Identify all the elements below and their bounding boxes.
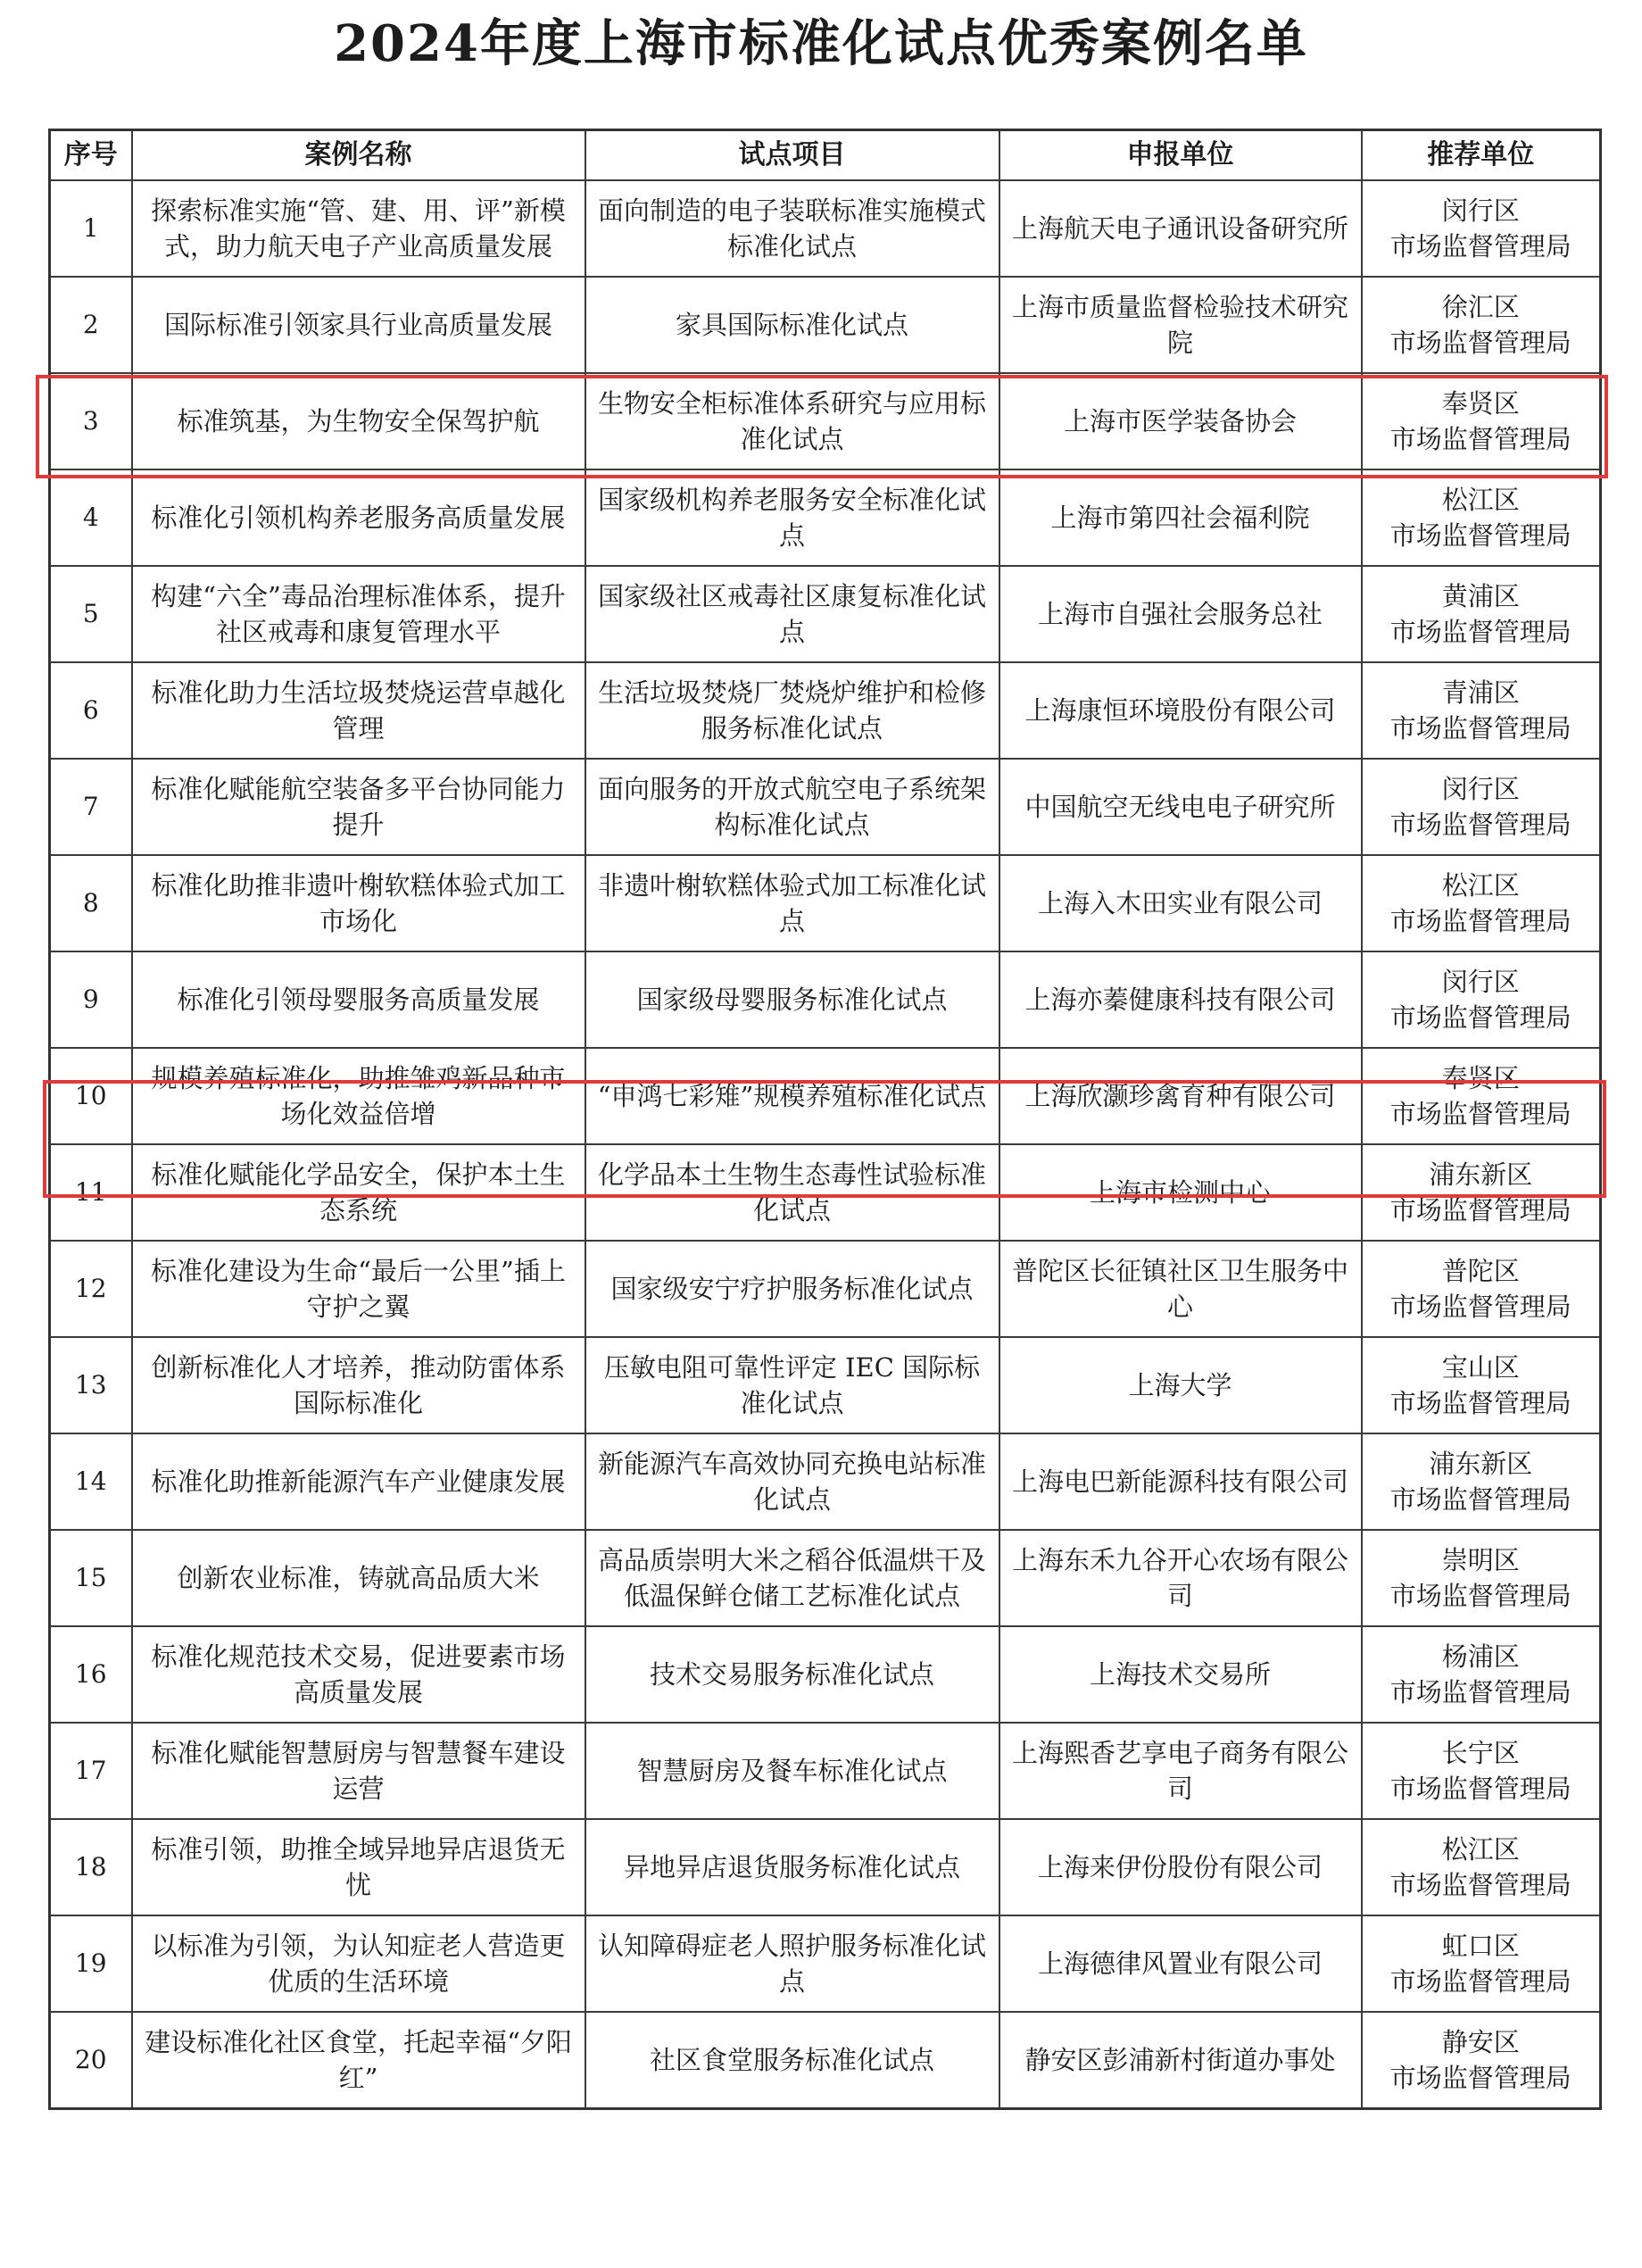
- case-name-cell: 探索标准实施“管、建、用、评”新模式，助力航天电子产业高质量发展: [132, 180, 585, 277]
- applicant-unit-cell: 上海技术交易所: [999, 1626, 1362, 1723]
- row-index: 5: [50, 566, 132, 662]
- recommender-cell: [1362, 180, 1601, 277]
- applicant-unit-cell: 上海亦蓁健康科技有限公司: [999, 951, 1362, 1048]
- recommender-bureau: 市场监督管理局: [1389, 1292, 1572, 1322]
- applicant-unit-cell: 上海入木田实业有限公司: [999, 855, 1362, 951]
- recommender-cell: [1362, 1048, 1601, 1144]
- table-header-row: [50, 130, 1601, 181]
- table-row: [50, 951, 1601, 1048]
- table-row: [50, 1723, 1601, 1819]
- row-index: 11: [50, 1144, 132, 1241]
- case-name-cell: 标准化助推非遗叶榭软糕体验式加工市场化: [132, 855, 585, 951]
- pilot-project-cell: 非遗叶榭软糕体验式加工标准化试点: [585, 855, 999, 951]
- table-row: [50, 2012, 1601, 2109]
- table-row: [50, 1433, 1601, 1530]
- recommender-district: 崇明区: [1441, 1545, 1520, 1575]
- header-applicant: 申报单位: [999, 130, 1362, 181]
- recommender-cell: [1362, 1530, 1601, 1626]
- table-row: [50, 662, 1601, 759]
- row-index: 7: [50, 759, 132, 855]
- row-index: 10: [50, 1048, 132, 1144]
- recommender-bureau: 市场监督管理局: [1389, 1002, 1572, 1033]
- row-index: 1: [50, 180, 132, 277]
- pilot-project-cell: 技术交易服务标准化试点: [585, 1626, 999, 1723]
- table-row: [50, 1048, 1601, 1144]
- recommender-cell: [1362, 1144, 1601, 1241]
- recommender-bureau: 市场监督管理局: [1389, 1388, 1572, 1418]
- recommender-district: 奉贤区: [1441, 1063, 1520, 1093]
- case-name-cell: 标准化赋能航空装备多平台协同能力提升: [132, 759, 585, 855]
- case-name-cell: 创新农业标准，铸就高品质大米: [132, 1530, 585, 1626]
- pilot-project-cell: 认知障碍症老人照护服务标准化试点: [585, 1915, 999, 2012]
- case-name-cell: 标准化赋能化学品安全，保护本土生态系统: [132, 1144, 585, 1241]
- recommender-district: 浦东新区: [1429, 1449, 1533, 1479]
- applicant-unit-cell: 上海大学: [999, 1337, 1362, 1433]
- case-name-cell: 标准化建设为生命“最后一公里”插上守护之翼: [132, 1241, 585, 1337]
- table-row: [50, 1530, 1601, 1626]
- row-index: 2: [50, 277, 132, 373]
- recommender-bureau: 市场监督管理局: [1389, 520, 1572, 551]
- recommender-district: 徐汇区: [1441, 292, 1520, 322]
- case-name-cell: 标准化引领母婴服务高质量发展: [132, 951, 585, 1048]
- row-index: 8: [50, 855, 132, 951]
- recommender-bureau: 市场监督管理局: [1389, 906, 1572, 936]
- pilot-project-cell: 社区食堂服务标准化试点: [585, 2012, 999, 2109]
- applicant-unit-cell: 上海德律风置业有限公司: [999, 1915, 1362, 2012]
- recommender-bureau: 市场监督管理局: [1389, 231, 1572, 262]
- pilot-project-cell: 生活垃圾焚烧厂焚烧炉维护和检修服务标准化试点: [585, 662, 999, 759]
- row-index: 17: [50, 1723, 132, 1819]
- pilot-project-cell: 压敏电阻可靠性评定 IEC 国际标准化试点: [585, 1337, 999, 1433]
- case-name-cell: 标准化规范技术交易，促进要素市场高质量发展: [132, 1626, 585, 1723]
- recommender-cell: [1362, 373, 1601, 469]
- recommender-bureau: 市场监督管理局: [1389, 617, 1572, 647]
- table-row: [50, 277, 1601, 373]
- recommender-cell: [1362, 1433, 1601, 1530]
- recommender-district: 闵行区: [1441, 774, 1520, 804]
- applicant-unit-cell: 上海市检测中心: [999, 1144, 1362, 1241]
- recommender-bureau: 市场监督管理局: [1389, 713, 1572, 744]
- recommender-cell: [1362, 1626, 1601, 1723]
- header-recommender: 推荐单位: [1362, 130, 1601, 181]
- recommender-cell: [1362, 1241, 1601, 1337]
- recommender-cell: [1362, 951, 1601, 1048]
- applicant-unit-cell: 上海熙香艺享电子商务有限公司: [999, 1723, 1362, 1819]
- applicant-unit-cell: 静安区彭浦新村街道办事处: [999, 2012, 1362, 2109]
- recommender-district: 宝山区: [1441, 1352, 1520, 1383]
- recommender-bureau: 市场监督管理局: [1389, 1966, 1572, 1997]
- recommender-bureau: 市场监督管理局: [1389, 1870, 1572, 1900]
- table-row: [50, 855, 1601, 951]
- pilot-project-cell: 面向服务的开放式航空电子系统架构标准化试点: [585, 759, 999, 855]
- case-name-cell: 标准筑基，为生物安全保驾护航: [132, 373, 585, 469]
- applicant-unit-cell: 上海东禾九谷开心农场有限公司: [999, 1530, 1362, 1626]
- table-row: [50, 1241, 1601, 1337]
- pilot-project-cell: 面向制造的电子装联标准实施模式标准化试点: [585, 180, 999, 277]
- table-row: [50, 1337, 1601, 1433]
- recommender-cell: [1362, 1337, 1601, 1433]
- pilot-project-cell: “申鸿七彩雉”规模养殖标准化试点: [585, 1048, 999, 1144]
- row-index: 16: [50, 1626, 132, 1723]
- case-name-cell: 国际标准引领家具行业高质量发展: [132, 277, 585, 373]
- pilot-project-cell: 新能源汽车高效协同充换电站标准化试点: [585, 1433, 999, 1530]
- recommender-cell: [1362, 1915, 1601, 2012]
- recommender-cell: [1362, 1819, 1601, 1915]
- page-title: 2024年度上海市标准化试点优秀案例名单: [334, 14, 1308, 73]
- row-index: 13: [50, 1337, 132, 1433]
- case-name-cell: 标准化引领机构养老服务高质量发展: [132, 469, 585, 566]
- recommender-bureau: 市场监督管理局: [1389, 1581, 1572, 1611]
- table-row: [50, 566, 1601, 662]
- recommender-district: 浦东新区: [1429, 1159, 1533, 1190]
- recommender-cell: [1362, 855, 1601, 951]
- recommender-district: 长宁区: [1441, 1738, 1520, 1768]
- recommender-cell: [1362, 2012, 1601, 2109]
- case-name-cell: 标准化赋能智慧厨房与智慧餐车建设运营: [132, 1723, 585, 1819]
- header-index: 序号: [50, 130, 132, 181]
- row-index: 19: [50, 1915, 132, 2012]
- table-row: [50, 1144, 1601, 1241]
- recommender-cell: [1362, 566, 1601, 662]
- row-index: 20: [50, 2012, 132, 2109]
- case-name-cell: 规模养殖标准化，助推雏鸡新品种市场化效益倍增: [132, 1048, 585, 1144]
- header-pilot-project: 试点项目: [585, 130, 999, 181]
- recommender-district: 闵行区: [1441, 195, 1520, 226]
- case-name-cell: 标准化助推新能源汽车产业健康发展: [132, 1433, 585, 1530]
- recommender-cell: [1362, 469, 1601, 566]
- table-row: [50, 1626, 1601, 1723]
- recommender-district: 青浦区: [1441, 677, 1520, 708]
- applicant-unit-cell: 普陀区长征镇社区卫生服务中心: [999, 1241, 1362, 1337]
- recommender-bureau: 市场监督管理局: [1389, 424, 1572, 454]
- pilot-project-cell: 高品质崇明大米之稻谷低温烘干及低温保鲜仓储工艺标准化试点: [585, 1530, 999, 1626]
- case-name-cell: 创新标准化人才培养，推动防雷体系国际标准化: [132, 1337, 585, 1433]
- row-index: 9: [50, 951, 132, 1048]
- pilot-project-cell: 国家级母婴服务标准化试点: [585, 951, 999, 1048]
- pilot-project-cell: 生物安全柜标准体系研究与应用标准化试点: [585, 373, 999, 469]
- applicant-unit-cell: 上海来伊份股份有限公司: [999, 1819, 1362, 1915]
- recommender-district: 杨浦区: [1441, 1641, 1520, 1672]
- recommender-district: 松江区: [1441, 1834, 1520, 1865]
- case-name-cell: 标准化助力生活垃圾焚烧运营卓越化管理: [132, 662, 585, 759]
- table-row: [50, 180, 1601, 277]
- recommender-bureau: 市场监督管理局: [1389, 1677, 1572, 1707]
- row-index: 6: [50, 662, 132, 759]
- recommender-district: 奉贤区: [1441, 388, 1520, 419]
- recommender-bureau: 市场监督管理局: [1389, 1774, 1572, 1804]
- row-index: 4: [50, 469, 132, 566]
- applicant-unit-cell: 上海康恒环境股份有限公司: [999, 662, 1362, 759]
- row-index: 12: [50, 1241, 132, 1337]
- applicant-unit-cell: 上海航天电子通讯设备研究所: [999, 180, 1362, 277]
- table-row: [50, 373, 1601, 469]
- applicant-unit-cell: 上海市医学装备协会: [999, 373, 1362, 469]
- recommender-bureau: 市场监督管理局: [1389, 810, 1572, 840]
- recommender-cell: [1362, 277, 1601, 373]
- recommender-district: 闵行区: [1441, 967, 1520, 997]
- pilot-project-cell: 家具国际标准化试点: [585, 277, 999, 373]
- case-list-table: [48, 129, 1602, 2110]
- table-row: [50, 469, 1601, 566]
- pilot-project-cell: 化学品本土生物生态毒性试验标准化试点: [585, 1144, 999, 1241]
- row-index: 15: [50, 1530, 132, 1626]
- recommender-district: 虹口区: [1441, 1931, 1520, 1961]
- applicant-unit-cell: 上海欣灏珍禽育种有限公司: [999, 1048, 1362, 1144]
- recommender-district: 松江区: [1441, 870, 1520, 901]
- recommender-district: 黄浦区: [1441, 581, 1520, 611]
- applicant-unit-cell: 中国航空无线电电子研究所: [999, 759, 1362, 855]
- case-name-cell: 构建“六全”毒品治理标准体系，提升社区戒毒和康复管理水平: [132, 566, 585, 662]
- applicant-unit-cell: 上海电巴新能源科技有限公司: [999, 1433, 1362, 1530]
- header-case-name: 案例名称: [132, 130, 585, 181]
- recommender-bureau: 市场监督管理局: [1389, 2063, 1572, 2093]
- recommender-district: 静安区: [1441, 2027, 1520, 2057]
- recommender-bureau: 市场监督管理局: [1389, 1099, 1572, 1129]
- recommender-bureau: 市场监督管理局: [1389, 1484, 1572, 1515]
- applicant-unit-cell: 上海市质量监督检验技术研究院: [999, 277, 1362, 373]
- recommender-cell: [1362, 1723, 1601, 1819]
- pilot-project-cell: 国家级社区戒毒社区康复标准化试点: [585, 566, 999, 662]
- table-row: [50, 1915, 1601, 2012]
- pilot-project-cell: 智慧厨房及餐车标准化试点: [585, 1723, 999, 1819]
- pilot-project-cell: 国家级机构养老服务安全标准化试点: [585, 469, 999, 566]
- recommender-bureau: 市场监督管理局: [1389, 328, 1572, 358]
- case-name-cell: 以标准为引领，为认知症老人营造更优质的生活环境: [132, 1915, 585, 2012]
- recommender-cell: [1362, 759, 1601, 855]
- recommender-cell: [1362, 662, 1601, 759]
- row-index: 14: [50, 1433, 132, 1530]
- pilot-project-cell: 异地异店退货服务标准化试点: [585, 1819, 999, 1915]
- table-row: [50, 1819, 1601, 1915]
- case-name-cell: 建设标准化社区食堂，托起幸福“夕阳红”: [132, 2012, 585, 2109]
- applicant-unit-cell: 上海市第四社会福利院: [999, 469, 1362, 566]
- row-index: 3: [50, 373, 132, 469]
- recommender-bureau: 市场监督管理局: [1389, 1195, 1572, 1225]
- row-index: 18: [50, 1819, 132, 1915]
- pilot-project-cell: 国家级安宁疗护服务标准化试点: [585, 1241, 999, 1337]
- case-name-cell: 标准引领，助推全域异地异店退货无忧: [132, 1819, 585, 1915]
- recommender-district: 普陀区: [1441, 1256, 1520, 1286]
- applicant-unit-cell: 上海市自强社会服务总社: [999, 566, 1362, 662]
- recommender-district: 松江区: [1441, 485, 1520, 515]
- table-row: [50, 759, 1601, 855]
